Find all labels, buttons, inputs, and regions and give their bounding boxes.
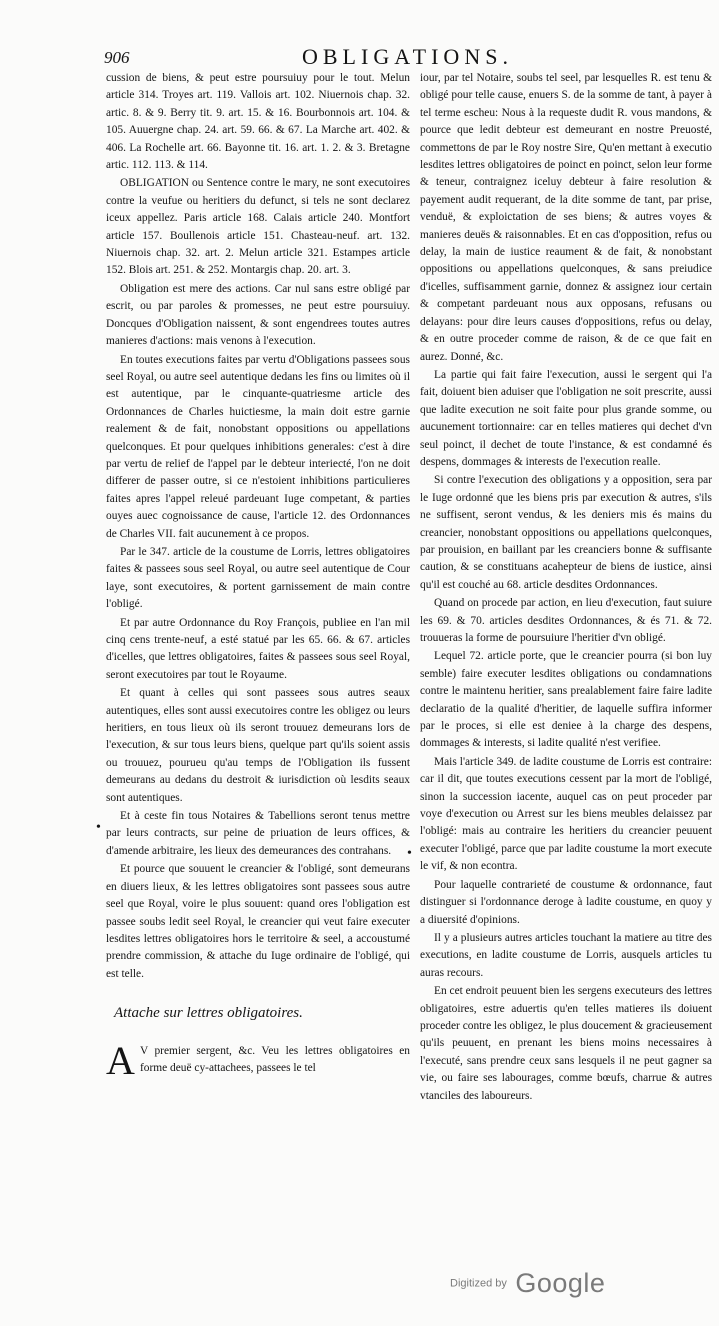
running-title: OBLIGATIONS. — [302, 44, 513, 69]
dropcap-paragraph — [106, 1037, 410, 1083]
paragraph: Mais l'article 349. de ladite coustume de Lorris est contraire: car il dit, que toutes executions cessent par la mort de l'obligé, sinon la succession iacente, auquel cas on peut proceder par voye d'execution ou Arrest sur les biens meubles delaissez par l'obligé: mais au contraire les heritiers du creancier peuuent executer l'obligé, parce que par ladite coustume la mort execute le vif, & non econtra. — [420, 755, 712, 873]
paragraph: iour, par tel Notaire, soubs tel seel, par lesquelles R. est tenu & obligé pour telle cause, enuers S. de la somme de tant, à payer à tel terme escheu: Nous à la requeste dudit R. vous mandons, & pource que ledit debteur est demeurant en nostre Preuosté, commettons de par le Roy nostre Sire, Qu'en mettant à executio lesdites lettres obligatoires de poinct en poinct, selon leur forme & teneur, contraignez iceluy debteur à faire resolution & payement audit requerant, de la dite somme de tant, par prise, venduë, & exploictation de ses biens; & autres voyes & manieres deuës & raisonnables. Et en cas d'opposition, refus ou delay, la main de iustice reaument & de fait, & nonobstant oppositions ou appellations quelconques, & sans preiudice d'icelles, suffisamment garnie, donnez & assignez iour certain & competant pardeuant nous aux opposans, refusans ou delayans: pour dire leurs causes d'oppositions, refus ou delay, & en outre proceder comme de raison, & de ce que fait en aurez. Donné, &c. — [420, 72, 712, 363]
paragraph: OBLIGATION ou Sentence contre le mary, ne sont executoires contre la veufue ou heritiers du defunct, si tels ne sont declarez iceux appellez. Paris article 168. Calais article 240. Montfort article 157. Boullenois article 151. Chasteau-neuf. art. 132. Niuernois chap. 32. art. 2. Melun article 321. Estampes article 152. Blois art. 251. & 252. Montargis chap. 20. art. 3. — [106, 177, 410, 277]
page-header — [104, 44, 704, 72]
paragraph: Obligation est mere des actions. Car nul sans estre obligé par escrit, ou par paroles & promesses, ne peut estre poursuiuy. Doncques d'Obligation naissent, & sont engendrees toutes autres manieres d'actions: mais venons à l'execution. — [106, 282, 410, 348]
paragraph: Et quant à celles qui sont passees sous autres seaux autentiques, elles sont aussi executoires contre les obligez ou leurs heritiers, en tous lieux où ils seront trouuez demeurans lors de l'execution, & sur tous leurs biens, quelque part qu'ils soient assis ou trouuez, pourueu qu'au temps de l'Obligation ils fussent demeurans au dedans du destroit & iurisdiction où lesdits seaux sont autentiques. — [106, 687, 410, 804]
digitized-by-label: Digitized by — [450, 1277, 507, 1290]
drop-cap: A — [106, 1037, 135, 1083]
section-title: Attache sur lettres obligatoires. — [114, 1005, 303, 1022]
paragraph: Si contre l'execution des obligations y a opposition, sera par le Iuge ordonné que les biens pris par execution & autres, s'ils ne suffisent, seront vendus, & les deniers mis és mains du creancier, nonobstant oppositions ou appellations quelconques, par prouision, en baillant par les creanciers bonne & suffisante caution, & se constituans acahepteur de biens de iustice, ainsi qu'il est couché au 68. article desdites Ordonnances. — [420, 474, 712, 591]
google-logo: Google — [515, 1268, 606, 1298]
paragraph: Il y a plusieurs autres articles touchant la matiere au titre des executions, en ladite coustume de Lorris, ausquels articles tu auras recours. — [420, 931, 712, 979]
left-column — [106, 70, 410, 1083]
paragraph: Et à ceste fin tous Notaires & Tabellions seront tenus mettre par leurs contracts, sur peine de priuation de leurs offices, & d'amende arbitraire, les lieux des demeurances des contrahans. — [106, 810, 410, 857]
paragraph: En cet endroit peuuent bien les sergens executeurs des lettres obligatoires, estre aduertis qu'en telles matieres ils doiuent proceder contre les obligez, le plus doucement & gracieusement qu'ils peuuent, en prenant les biens moins necessaires à l'executé, sans prendre ceux sans lesquels il ne peut gagner sa vie, ou faire ses labourages, comme bœufs, charrue & autres vtanciles des laboureurs. — [420, 985, 712, 1102]
paragraph: Par le 347. article de la coustume de Lorris, lettres obligatoires faites & passees sous seel Royal, ou autre seel autentique de Cour laye, sont executoires, & portent garnissement de main contre l'obligé. — [106, 545, 410, 611]
paragraph: Quand on procede par action, en lieu d'execution, faut suiure les 69. & 70. articles desdites Ordonnances, & és 71. & 72. trouueras la forme de poursuiure l'heritier d'vn obligé. — [420, 597, 712, 644]
paragraph: cussion de biens, & peut estre poursuiuy pour le tout. Melun article 314. Troyes art. 119. Vallois art. 102. Niuernois chap. 32. artic. 8. & 9. Berry tit. 9. art. 15. & 16. Bourbonnois art. 104. & 105. Auuergne chap. 24. art. 59. 66. & 67. La Marche art. 402. & 406. La Rochelle art. 66. Bayonne tit. 16. art. 1. 2. & 3. Bretagne artic. 112. 113. & 114. — [106, 72, 410, 172]
paragraph: En toutes executions faites par vertu d'Obligations passees sous seel Royal, ou autre seel autentique dedans les fins ou limites où il est autentique, par le cinquante-quatriesme article des Ordonnances de Charles huictiesme, la main doit estre garnie realement & de fait, nonobstant oppositions ou appellations quelconques. Et pour quelques inhibitions generales: c'est à dire par vertu de relief de l'appel par le debteur interiecté, l'on ne doit differer de passer outre, si ce n'estoient inhibitions particulieres faites apres l'appel releué pardeuant Iuge competant, & parties ouyes auec cognoissance de cause, l'article 12. des Ordonnances de Charles VII. fait aucunement à ce propos. — [106, 353, 410, 540]
margin-bullet-icon: • — [96, 820, 101, 835]
paragraph: Pour laquelle contrarieté de coustume & ordonnance, faut distinguer si l'ordonnance deroge à ladite coustume, en quoy y a diuersité d'opinions. — [420, 878, 712, 926]
right-column — [420, 70, 712, 1105]
digitized-watermark — [450, 1268, 605, 1299]
paragraph: Et par autre Ordonnance du Roy François, publiee en l'an mil cinq cens trente-neuf, a esté statué par les 65. 66. & 67. articles d'icelles, que lettres obligatoires, faites & passees sous seel Royal, seront executoires par tout le Royaume. — [106, 616, 410, 681]
paragraph: V premier sergent, &c. Veu les lettres obligatoires en forme deuë cy-attachees, passees le tel — [140, 1044, 410, 1074]
paragraph: Et pource que souuent le creancier & l'obligé, sont demeurans en diuers lieux, & les lettres obligatoires sont passees sous autre seel que Royal, voire le plus souuent: quand ores l'obligation est passee soubs ledit seel Royal, le creancier qui veut faire executer lesdites lettres obligatoires hors le territoire & seel, a accoustumé prendre commission, & attache du Iuge ordinaire de l'obligé, qui est telle. — [106, 863, 410, 980]
paragraph: Lequel 72. article porte, que le creancier pourra (si bon luy semble) faire executer lesdites obligations ou condamnations contre le maintenu heritier, sans prealablement faire faire ladite declaratio de la qualité d'heritier, de laquelle suffira informer par le proces, si elle est deniee à la charge des despens, dommages & interests, si ladite qualité n'est verifiee. — [420, 650, 712, 750]
page-number: 906 — [104, 48, 130, 67]
margin-bullet-icon: • — [407, 846, 412, 861]
paragraph: La partie qui fait faire l'execution, aussi le sergent qui l'a fait, doiuent bien aduiser que l'obligation ne soit prescrite, aussi que ladite execution ne soit faite pour plus grande somme, ou aucunement tortionnaire: car en telles matieres qui dechet d'vn seul poinct, il dechet de toute l'instance, & est condamné és despens, dommages & interests de l'execution realle. — [420, 368, 712, 468]
